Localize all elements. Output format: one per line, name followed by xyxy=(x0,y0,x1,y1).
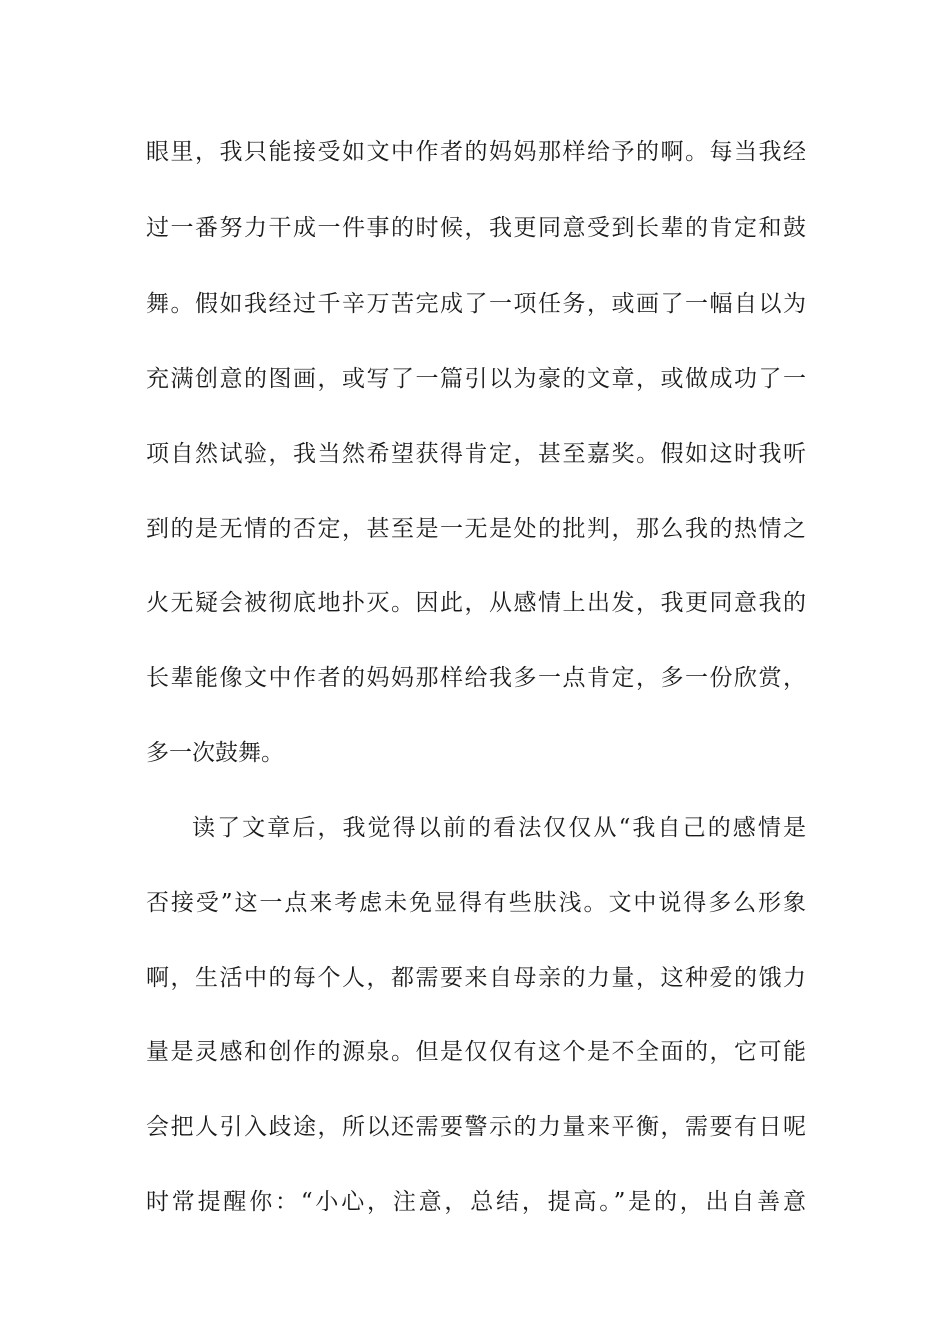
text-line: 项自然试验，我当然希望获得肯定，甚至嘉奖。假如这时我听 xyxy=(146,441,806,467)
text-line: 否接受”这一点来考虑未免显得有些肤浅。文中说得多么形象 xyxy=(146,890,806,916)
text-line: 火无疑会被彻底地扑灭。因此，从感情上出发，我更同意我的 xyxy=(146,590,806,616)
text-line: 舞。假如我经过千辛万苦完成了一项任务，或画了一幅自以为 xyxy=(146,291,806,317)
text-line: 眼里，我只能接受如文中作者的妈妈那样给予的啊。每当我经 xyxy=(146,139,806,165)
text-line: 量是灵感和创作的源泉。但是仅仅有这个是不全面的，它可能 xyxy=(146,1039,806,1065)
text-line: 长辈能像文中作者的妈妈那样给我多一点肯定，多一份欣赏， xyxy=(146,665,806,691)
text-line: 时常提醒你：“小心，注意，总结，提高。”是的，出自善意 xyxy=(146,1189,806,1215)
text-line: 会把人引入歧途，所以还需要警示的力量来平衡，需要有日呢 xyxy=(146,1114,806,1140)
text-line: 到的是无情的否定，甚至是一无是处的批判，那么我的热情之 xyxy=(146,516,806,542)
text-line: 过一番努力干成一件事的时候，我更同意受到长辈的肯定和鼓 xyxy=(146,215,806,241)
text-line: 多一次鼓舞。 xyxy=(146,740,284,766)
text-line: 读了文章后，我觉得以前的看法仅仅从“我自己的感情是 xyxy=(192,815,806,841)
text-line: 啊，生活中的每个人，都需要来自母亲的力量，这种爱的饿力 xyxy=(146,965,806,991)
text-line: 充满创意的图画，或写了一篇引以为豪的文章，或做成功了一 xyxy=(146,366,806,392)
